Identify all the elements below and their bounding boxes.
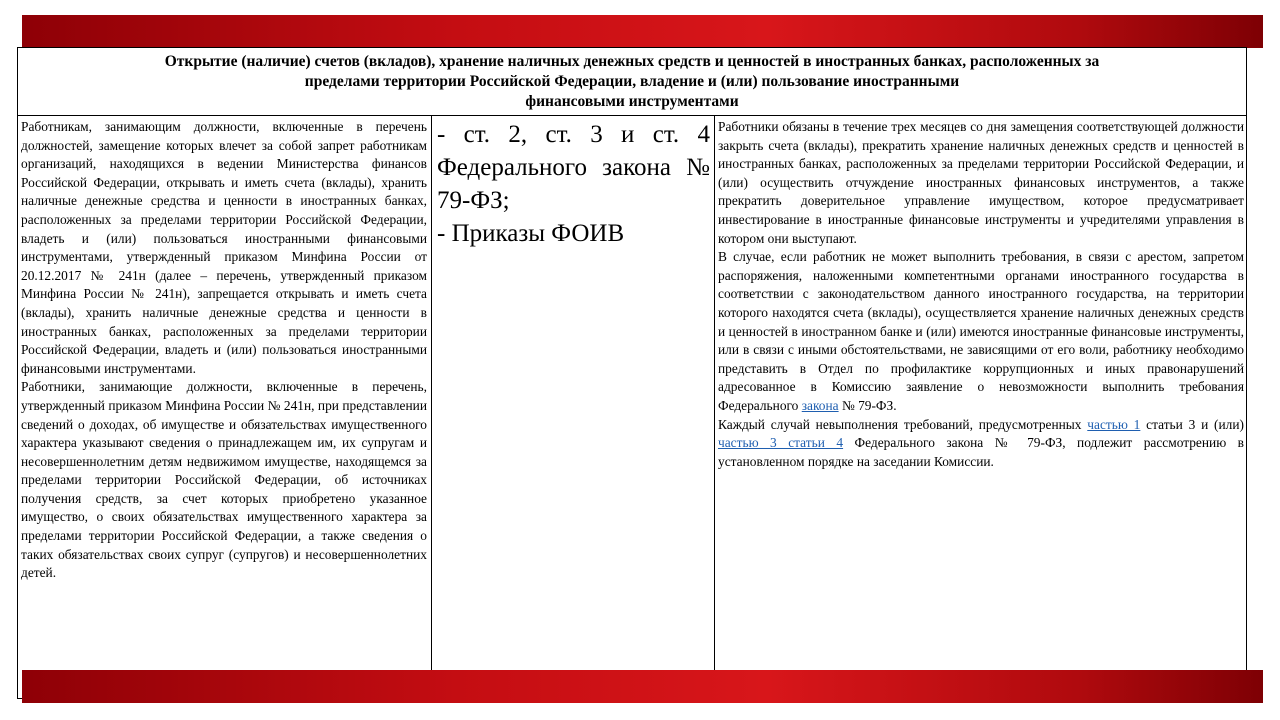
obligations-paragraph-2-text: В случае, если работник не может выполнить требования, в связи с арестом, запретом распоряжения, наложенными компетентными органами иностранного государства в соответствии с законодательством данного иностранного государства, на территории которого находятся счета (вклады), осуществляется хранение наличных денежных средств и ценностей в иностранном банке и (или) имеются иностранные финансовые инструменты, или в связи с иными обстоятельствами, не зависящими от его воли, работнику необходимо представить в Отдел по профилактике коррупционных и иных правонарушений адресованное в Комиссию заявление о невозможности выполнить требования Федерального (718, 249, 1244, 413)
obligations-paragraph-1: Работники обязаны в течение трех месяцев со дня замещения соответствующей должности закрыть счета (вклады), прекратить хранение наличных денежных средств и ценностей в иностранных банках, расположенных за пределами территории Российской Федерации, и (или) осуществить отчуждение иностранных финансовых инструментов, а также прекратить доверительное управление имуществом, которое предусматривает инвестирование в иностранные финансовые инструменты и учредителями управления в котором они выступают. (718, 119, 1244, 246)
legal-basis-law-reference: - ст. 2, ст. 3 и ст. 4 Федерального закона № 79-ФЗ; (437, 121, 710, 214)
table-header (18, 48, 1246, 116)
legal-basis-orders: - Приказы ФОИВ (437, 220, 625, 247)
obligations-paragraph-3 (718, 416, 1244, 472)
header-title-line-3: финансовыми инструментами (525, 93, 739, 110)
restrictions-paragraph-2: Работники, занимающие должности, включенные в перечень, утвержденный приказом Минфина России № 241н, при представлении сведений о доходах, об имуществе и обязательствах имущественного характера указывают сведения о принадлежащем им, их супругам и несовершеннолетним детям недвижимом имуществе, находящемся за пределами территории Российской Федерации, об источниках получения средств, за счет которых приобретено указанное имущество, о своих обязательствах имущественного характера за пределами территории Российской Федерации, а также сведения о таких обязательствах своих супруг (супругов) и несовершеннолетних детей. (21, 379, 427, 581)
obligations-paragraph-3-mid: статьи 3 и (или) (1140, 416, 1244, 432)
obligations-paragraph-2 (718, 248, 1244, 415)
bottom-red-band (22, 670, 1263, 703)
content-table (17, 47, 1247, 699)
article-4-part-3-link[interactable]: частью 3 статьи 4 (718, 435, 844, 451)
obligations-column (715, 116, 1246, 699)
restrictions-paragraph-1: Работникам, занимающим должности, включенные в перечень должностей, замещение которых влечет за собой запрет работникам организаций, находящихся в ведении Министерства финансов Российской Федерации, открывать и иметь счета (вклады), хранить наличные денежные средства и ценности в иностранных банках, расположенных за пределами территории Российской Федерации, владеть и (или) пользоваться иностранными финансовыми инструментами, утвержденный приказом Минфина России от 20.12.2017 № 241н (далее – перечень, утвержденный приказом Минфина России № 241н), запрещается открывать и иметь счета (вклады), хранить наличные денежные средства и ценности в иностранных банках, расположенных за пределами территории Российской Федерации, владеть и (или) пользоваться иностранными финансовыми инструментами. (21, 119, 427, 376)
obligations-paragraph-3-end: Федерального закона № 79-ФЗ, подлежит рассмотрению в установленном порядке на заседании Комиссии. (718, 435, 1245, 469)
article-3-part-1-link[interactable]: частью 1 (1087, 416, 1141, 432)
law-link[interactable]: закона (801, 397, 839, 413)
top-red-band (22, 15, 1263, 48)
restrictions-column (18, 116, 432, 699)
header-title-line-1: Открытие (наличие) счетов (вкладов), хранение наличных денежных средств и ценностей в иностранных банках, расположенных за (164, 53, 1100, 70)
obligations-paragraph-3-start: Каждый случай невыполнения требований, предусмотренных (718, 416, 1088, 432)
obligations-paragraph-2-end: № 79-ФЗ. (838, 397, 897, 413)
header-title-line-2: пределами территории Российской Федерации, владение и (или) пользование иностранными (304, 73, 960, 90)
legal-basis-column (432, 116, 715, 699)
